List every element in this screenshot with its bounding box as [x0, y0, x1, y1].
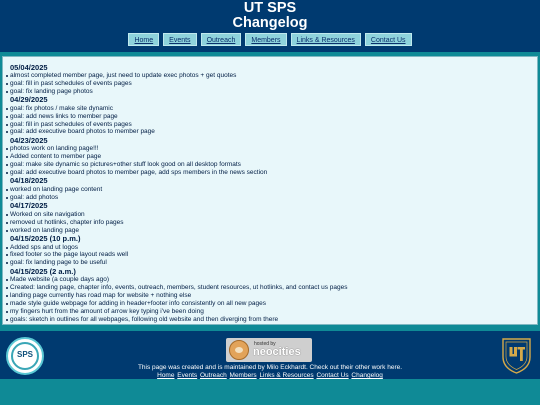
- list-item: fixed footer so the page layout reads well: [10, 251, 530, 259]
- entry-items: [10, 72, 530, 96]
- list-item: Made website (a couple days ago): [10, 276, 530, 284]
- footer-link-members[interactable]: Members: [229, 372, 257, 379]
- site-title-line2: Changelog: [232, 15, 308, 31]
- entry-date: 04/29/2025: [10, 95, 48, 105]
- entry-items: [10, 211, 530, 235]
- neocities-name: neocities: [253, 346, 301, 358]
- list-item: Added content to member page: [10, 153, 530, 161]
- list-item: worked on landing page content: [10, 186, 530, 194]
- entry-date: 04/18/2025: [10, 176, 48, 186]
- neocities-badge[interactable]: [226, 338, 312, 362]
- list-item: goals: sketch in outlines for all webpages, following old website and then diverging from there: [10, 316, 530, 324]
- nav-contact-us-button[interactable]: Contact Us: [365, 33, 412, 46]
- list-item: goal: fill in past schedules of events pages: [10, 121, 530, 129]
- list-item: goal: fix landing page to be useful: [10, 259, 530, 267]
- list-item: almost completed member page, just need to update exec photos + get quotes: [10, 72, 530, 80]
- nav-outreach-button[interactable]: Outreach: [201, 33, 242, 46]
- list-item: removed ut hotlinks, chapter info pages: [10, 219, 530, 227]
- list-item: photos work on landing page!!!: [10, 145, 530, 153]
- entry-date: 04/15/2025 (10 p.m.): [10, 234, 81, 243]
- changelog-panel: [2, 56, 538, 325]
- entry-items: [10, 105, 530, 137]
- nav-events-button[interactable]: Events: [163, 33, 196, 46]
- list-item: goal: make site dynamic so pictures+other stuff look good on all desktop formats: [10, 161, 530, 169]
- list-item: Added sps and ut logos: [10, 244, 530, 252]
- entry-items: [10, 186, 530, 202]
- list-item: goal: fill in past schedules of events pages: [10, 80, 530, 88]
- entry-date: 04/23/2025: [10, 135, 48, 145]
- sps-logo-text: SPS: [16, 350, 33, 359]
- changelog-entry: [10, 177, 530, 201]
- list-item: landing page currently has road map for website + nothing else: [10, 292, 530, 300]
- entry-items: [10, 276, 530, 323]
- footer-link-outreach[interactable]: Outreach: [199, 372, 227, 379]
- changelog-entry: [10, 202, 530, 234]
- footer-link-home[interactable]: Home: [157, 372, 175, 379]
- entry-items: [10, 244, 530, 268]
- footer-link-links-resources[interactable]: Links & Resources: [259, 372, 314, 379]
- list-item: Worked on site navigation: [10, 211, 530, 219]
- list-item: goal: fix photos / make site dynamic: [10, 105, 530, 113]
- changelog-entry: [10, 96, 530, 136]
- changelog-entry: [10, 137, 530, 177]
- list-item: my fingers hurt from the amount of arrow key typing i've been doing: [10, 308, 530, 316]
- changelog-list: [10, 63, 530, 324]
- list-item: made style guide webpage for adding in header+footer info consistently on all new pages: [10, 300, 530, 308]
- footer-credit: This page was created and is maintained by Milo Eckhardt. Check out their other work here.: [137, 364, 403, 371]
- footer-link-events[interactable]: Events: [177, 372, 198, 379]
- footer-link-changelog[interactable]: Changelog: [351, 372, 383, 379]
- main-nav: [0, 33, 540, 46]
- list-item: goal: add executive board photos to member page, add sps members in the news section: [10, 169, 530, 177]
- changelog-entry: [10, 268, 530, 324]
- list-item: goal: add news links to member page: [10, 113, 530, 121]
- neocities-hosted-label: hosted by: [254, 341, 276, 347]
- changelog-entry: [10, 64, 530, 96]
- site-header: [0, 0, 540, 52]
- list-item: goal: add executive board photos to member page: [10, 128, 530, 136]
- page-bottom-band: [0, 379, 540, 405]
- changelog-entry: [10, 235, 530, 267]
- entry-items: [10, 145, 530, 177]
- list-item: goal: fix landing page photos: [10, 88, 530, 96]
- list-item: Created: landing page, chapter info, events, outreach, members, student resources, ut hotlinks, and contact us pages: [10, 284, 530, 292]
- entry-date: 04/15/2025 (2 a.m.): [10, 266, 76, 276]
- entry-date: 05/04/2025: [10, 62, 48, 72]
- site-title-line1: UT SPS: [243, 0, 297, 16]
- footer-link-contact-us[interactable]: Contact Us: [316, 372, 349, 379]
- entry-date: 04/17/2025: [10, 201, 48, 211]
- neocities-cat-icon: [229, 340, 249, 360]
- nav-home-button[interactable]: Home: [128, 33, 159, 46]
- nav-links-resources-button[interactable]: Links & Resources: [291, 33, 361, 46]
- list-item: worked on landing page: [10, 227, 530, 235]
- list-item: goal: add photos: [10, 194, 530, 202]
- nav-members-button[interactable]: Members: [245, 33, 286, 46]
